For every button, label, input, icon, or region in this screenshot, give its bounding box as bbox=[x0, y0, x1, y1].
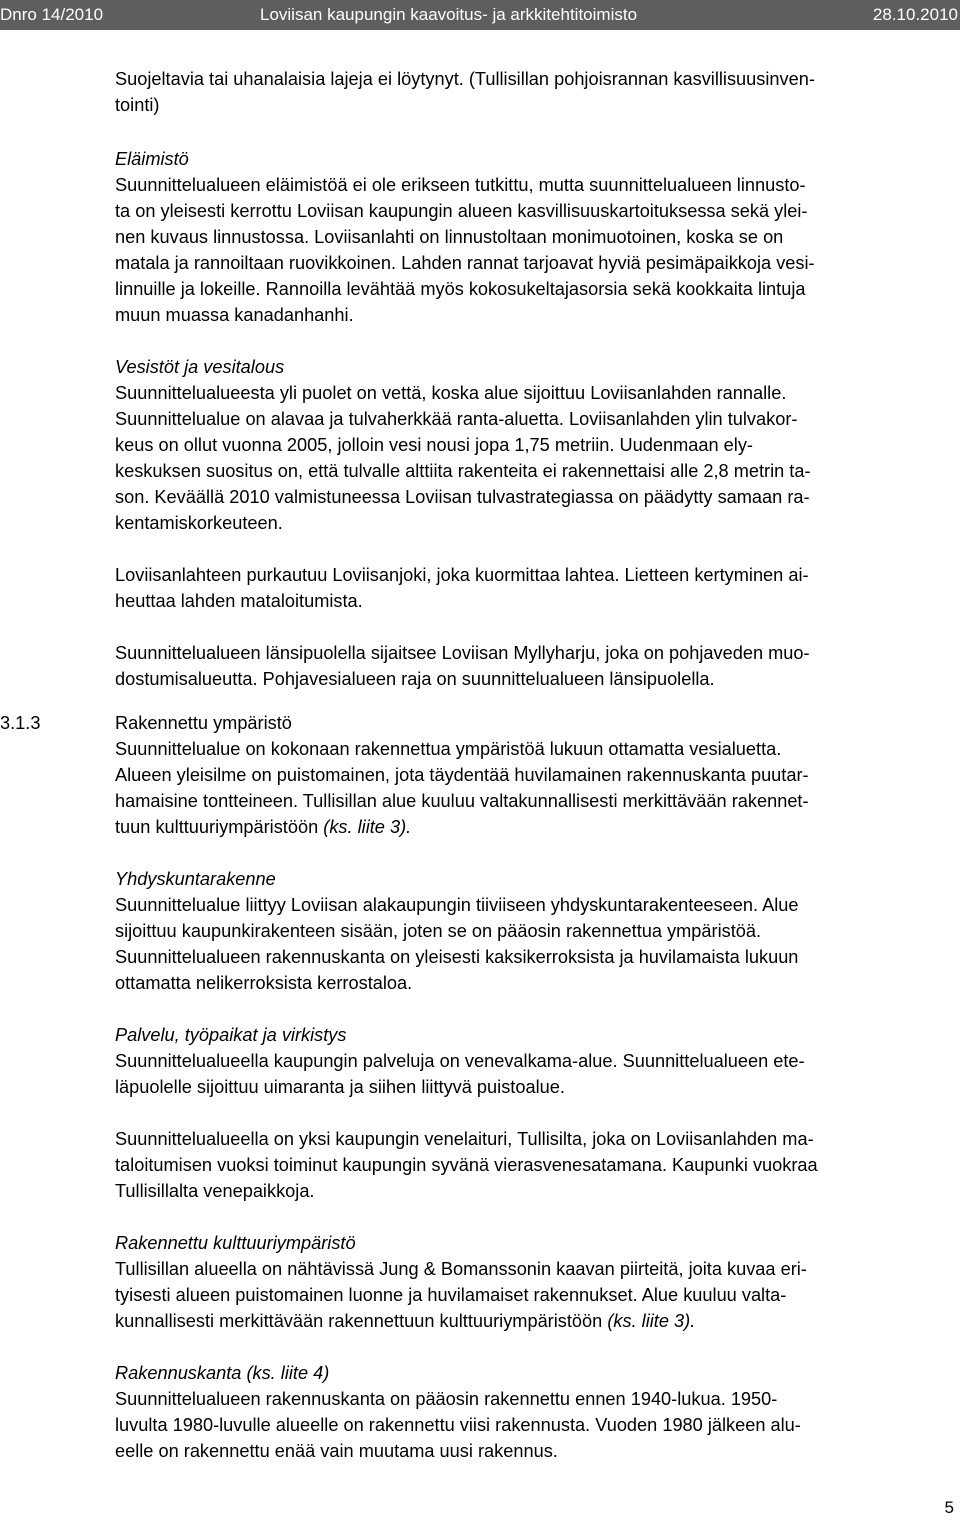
text-line: Suunnittelualueesta yli puolet on vettä, koska alue sijoittuu Loviisanlahden rannalle. bbox=[115, 383, 787, 403]
text-fragment: tuun kulttuuriympäristöön bbox=[115, 817, 324, 837]
text-line: nen kuvaus linnustossa. Loviisanlahti on linnustoltaan monimuotoinen, koska se on bbox=[115, 227, 784, 247]
fauna-section bbox=[115, 146, 957, 328]
built-environment-section bbox=[0, 710, 957, 840]
text-line: tyisesti alueen puistomainen luonne ja huvilamaiset rakennukset. Alue kuuluu valta- bbox=[115, 1285, 787, 1305]
text-line: Tullisillan alueella on nähtävissä Jung & Bomanssonin kaavan piirteitä, joita kuvaa eri- bbox=[115, 1259, 807, 1279]
section-number: 3.1.3 bbox=[0, 713, 41, 733]
appendix-reference: (ks. liite 3). bbox=[607, 1311, 696, 1331]
text-line: Suunnittelualue on alavaa ja tulvaherkkää ranta-aluetta. Loviisanlahden ylin tulvakor- bbox=[115, 409, 798, 429]
document-body bbox=[0, 66, 957, 1490]
text-line: matala ja rannoiltaan ruovikkoinen. Lahden rannat tarjoavat hyviä pesimäpaikkoja vesi- bbox=[115, 253, 815, 273]
community-structure-heading: Yhdyskuntarakenne bbox=[115, 869, 276, 889]
text-line: tointi) bbox=[115, 95, 160, 115]
text-line: eelle on rakennettu enää vain muutama uusi rakennus. bbox=[115, 1441, 558, 1461]
organization-name: Loviisan kaupungin kaavoitus- ja arkkitehtitoimisto bbox=[260, 5, 638, 24]
waters-paragraph-3 bbox=[115, 640, 957, 692]
text-line: Suunnittelualueella kaupungin palveluja on venevalkama-alue. Suunnittelualueen ete- bbox=[115, 1051, 805, 1071]
text-line: luvulta 1980-luvulle alueelle on rakennettu viisi rakennusta. Vuoden 1980 jälkeen alu- bbox=[115, 1415, 801, 1435]
text-line: Suojeltavia tai uhanalaisia lajeja ei löytynyt. (Tullisillan pohjoisrannan kasvillisuusinven- bbox=[115, 69, 815, 89]
text-line: muun muassa kanadanhanhi. bbox=[115, 305, 354, 325]
text-line: Suunnittelualue liittyy Loviisan alakaupungin tiiviiseen yhdyskuntarakenteeseen. Alue bbox=[115, 895, 799, 915]
text-line: Suunnittelualueen rakennuskanta on pääosin rakennettu ennen 1940-lukua. 1950- bbox=[115, 1389, 778, 1409]
text-line bbox=[115, 1308, 957, 1334]
document-number: Dnro 14/2010 bbox=[0, 5, 104, 24]
text-line: Suunnittelualueen rakennuskanta on yleisesti kaksikerroksista ja huvilamaista lukuun bbox=[115, 947, 799, 967]
building-stock-section bbox=[115, 1360, 957, 1464]
services-paragraph-2 bbox=[115, 1126, 957, 1204]
text-line: dostumisalueutta. Pohjavesialueen raja on suunnittelualueen länsipuolella. bbox=[115, 669, 715, 689]
text-line: Alueen yleisilme on puistomainen, jota täydentää huvilamainen rakennuskanta puutar- bbox=[115, 765, 809, 785]
page-number: 5 bbox=[944, 1498, 954, 1517]
services-heading: Palvelu, työpaikat ja virkistys bbox=[115, 1025, 347, 1045]
fauna-heading: Eläimistö bbox=[115, 149, 189, 169]
text-line: heuttaa lahden mataloitumista. bbox=[115, 591, 363, 611]
cultural-environment-section bbox=[115, 1230, 957, 1334]
text-line: kentamiskorkeuteen. bbox=[115, 513, 283, 533]
appendix-reference: (ks. liite 3). bbox=[323, 817, 412, 837]
cultural-environment-heading: Rakennettu kulttuuriympäristö bbox=[115, 1233, 356, 1253]
text-line: Suunnittelualueella on yksi kaupungin venelaituri, Tullisilta, joka on Loviisanlahden ma- bbox=[115, 1129, 814, 1149]
text-line: hamaisine tontteineen. Tullisillan alue kuuluu valtakunnallisesti merkittävään rakennet- bbox=[115, 791, 809, 811]
text-line: taloitumisen vuoksi toiminut kaupungin syvänä vierasvenesatamana. Kaupunki vuokraa bbox=[115, 1155, 818, 1175]
intro-paragraph bbox=[115, 66, 957, 118]
text-line: Loviisanlahteen purkautuu Loviisanjoki, joka kuormittaa lahtea. Lietteen kertyminen ai- bbox=[115, 565, 809, 585]
waters-paragraph-2 bbox=[115, 562, 957, 614]
text-line: keus on ollut vuonna 2005, jolloin vesi nousi jopa 1,75 metriin. Uudenmaan ely- bbox=[115, 435, 753, 455]
text-line: ta on yleisesti kerrottu Loviisan kaupungin alueen kasvillisuuskartoituksessa sekä ylei- bbox=[115, 201, 808, 221]
text-line bbox=[115, 814, 957, 840]
text-line: keskuksen suositus on, että tulvalle alttiita rakenteita ei rakennettaisi alle 2,8 metrin ta- bbox=[115, 461, 811, 481]
section-title: Rakennettu ympäristö bbox=[115, 713, 292, 733]
page-header bbox=[0, 0, 960, 30]
text-line: ottamatta nelikerroksista kerrostaloa. bbox=[115, 973, 413, 993]
document-date: 28.10.2010 bbox=[872, 5, 958, 24]
waters-section bbox=[115, 354, 957, 536]
text-line: Suunnittelualueen länsipuolella sijaitsee Loviisan Myllyharju, joka on pohjaveden muo- bbox=[115, 643, 810, 663]
building-stock-heading: Rakennuskanta (ks. liite 4) bbox=[115, 1363, 330, 1383]
text-line: Tullisillalta venepaikkoja. bbox=[115, 1181, 315, 1201]
services-section bbox=[115, 1022, 957, 1100]
text-line: läpuolelle sijoittuu uimaranta ja siihen liittyvä puistoalue. bbox=[115, 1077, 565, 1097]
text-line: linnuille ja lokeille. Rannoilla levähtää myös kokosukeltajasorsia sekä kookkaita lintuja bbox=[115, 279, 806, 299]
waters-heading: Vesistöt ja vesitalous bbox=[115, 357, 285, 377]
text-line: Suunnittelualue on kokonaan rakennettua ympäristöä lukuun ottamatta vesialuetta. bbox=[115, 739, 782, 759]
text-fragment: kunnallisesti merkittävään rakennettuun kulttuuriympäristöön bbox=[115, 1311, 608, 1331]
text-line: sijoittuu kaupunkirakenteen sisään, joten se on pääosin rakennettua ympäristöä. bbox=[115, 921, 762, 941]
community-structure-section bbox=[115, 866, 957, 996]
text-line: Suunnittelualueen eläimistöä ei ole erikseen tutkittu, mutta suunnittelualueen linnusto- bbox=[115, 175, 806, 195]
text-line: son. Keväällä 2010 valmistuneessa Loviisan tulvastrategiassa on päädytty samaan ra- bbox=[115, 487, 810, 507]
